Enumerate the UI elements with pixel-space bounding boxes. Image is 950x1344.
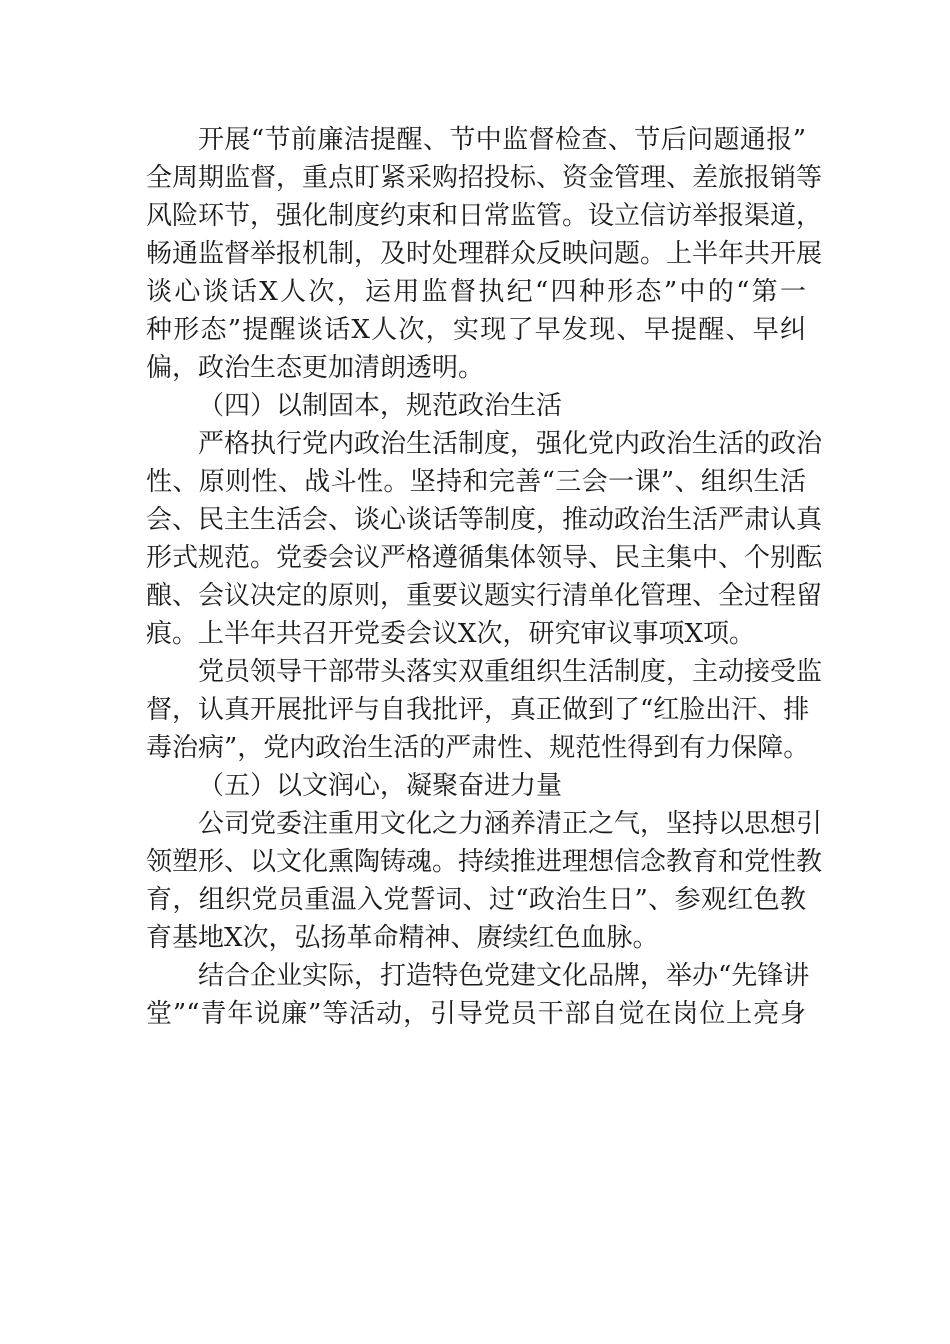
text-line: 育，组织党员重温入党誓词、过“政治生日”、参观红色教 xyxy=(146,885,806,915)
text-line: 性、原则性、战斗性。坚持和完善“三会一课”、组织生活 xyxy=(146,467,806,497)
text-line: 严格执行党内政治生活制度，强化党内政治生活的政治 xyxy=(198,429,823,459)
text-line: 种形态”提醒谈话X人次，实现了早发现、早提醒、早纠 xyxy=(146,315,806,345)
text-line: 痕。上半年共召开党委会议X次，研究审议事项X项。 xyxy=(146,619,756,649)
text-line: 全周期监督，重点盯紧采购招投标、资金管理、差旅报销等 xyxy=(146,163,823,193)
text-line: 畅通监督举报机制，及时处理群众反映问题。上半年共开展 xyxy=(146,239,823,269)
text-line: 育基地X次，弘扬革命精神、赓续红色血脉。 xyxy=(146,923,659,953)
text-line: 督，认真开展批评与自我批评，真正做到了“红脸出汗、排 xyxy=(146,695,810,725)
text-line: 领塑形、以文化熏陶铸魂。持续推进理想信念教育和党性教 xyxy=(146,847,823,877)
document-body xyxy=(146,121,823,1033)
text-line: 堂”“青年说廉”等活动，引导党员干部自觉在岗位上亮身 xyxy=(146,999,806,1029)
text-line: 谈心谈话X人次，运用监督执纪“四种形态”中的“第一 xyxy=(146,277,806,307)
text-line: 公司党委注重用文化之力涵养清正之气，坚持以思想引 xyxy=(198,809,823,839)
paragraph xyxy=(146,653,823,767)
text-line: 风险环节，强化制度约束和日常监管。设立信访举报渠道， xyxy=(146,201,823,231)
text-line: 毒治病”，党内政治生活的严肃性、规范性得到有力保障。 xyxy=(146,733,810,763)
paragraph xyxy=(146,957,810,1033)
section-heading-5: （五）以文润心，凝聚奋进力量 xyxy=(198,771,563,801)
paragraph xyxy=(146,121,823,387)
text-line: 形式规范。党委会议严格遵循集体领导、民主集中、个别酝 xyxy=(146,543,823,573)
text-line: 酿、会议决定的原则，重要议题实行清单化管理、全过程留 xyxy=(146,581,823,611)
text-line: 结合企业实际，打造特色党建文化品牌，举办“先锋讲 xyxy=(198,961,810,991)
text-line: 开展“节前廉洁提醒、节中监督检查、节后问题通报” xyxy=(198,125,806,155)
paragraph xyxy=(146,425,823,653)
paragraph xyxy=(146,805,823,957)
text-line: 偏，政治生态更加清朗透明。 xyxy=(146,353,485,383)
section-heading-4: （四）以制固本，规范政治生活 xyxy=(198,391,563,421)
text-line: 会、民主生活会、谈心谈话等制度，推动政治生活严肃认真 xyxy=(146,505,823,535)
text-line: 党员领导干部带头落实双重组织生活制度，主动接受监 xyxy=(198,657,823,687)
